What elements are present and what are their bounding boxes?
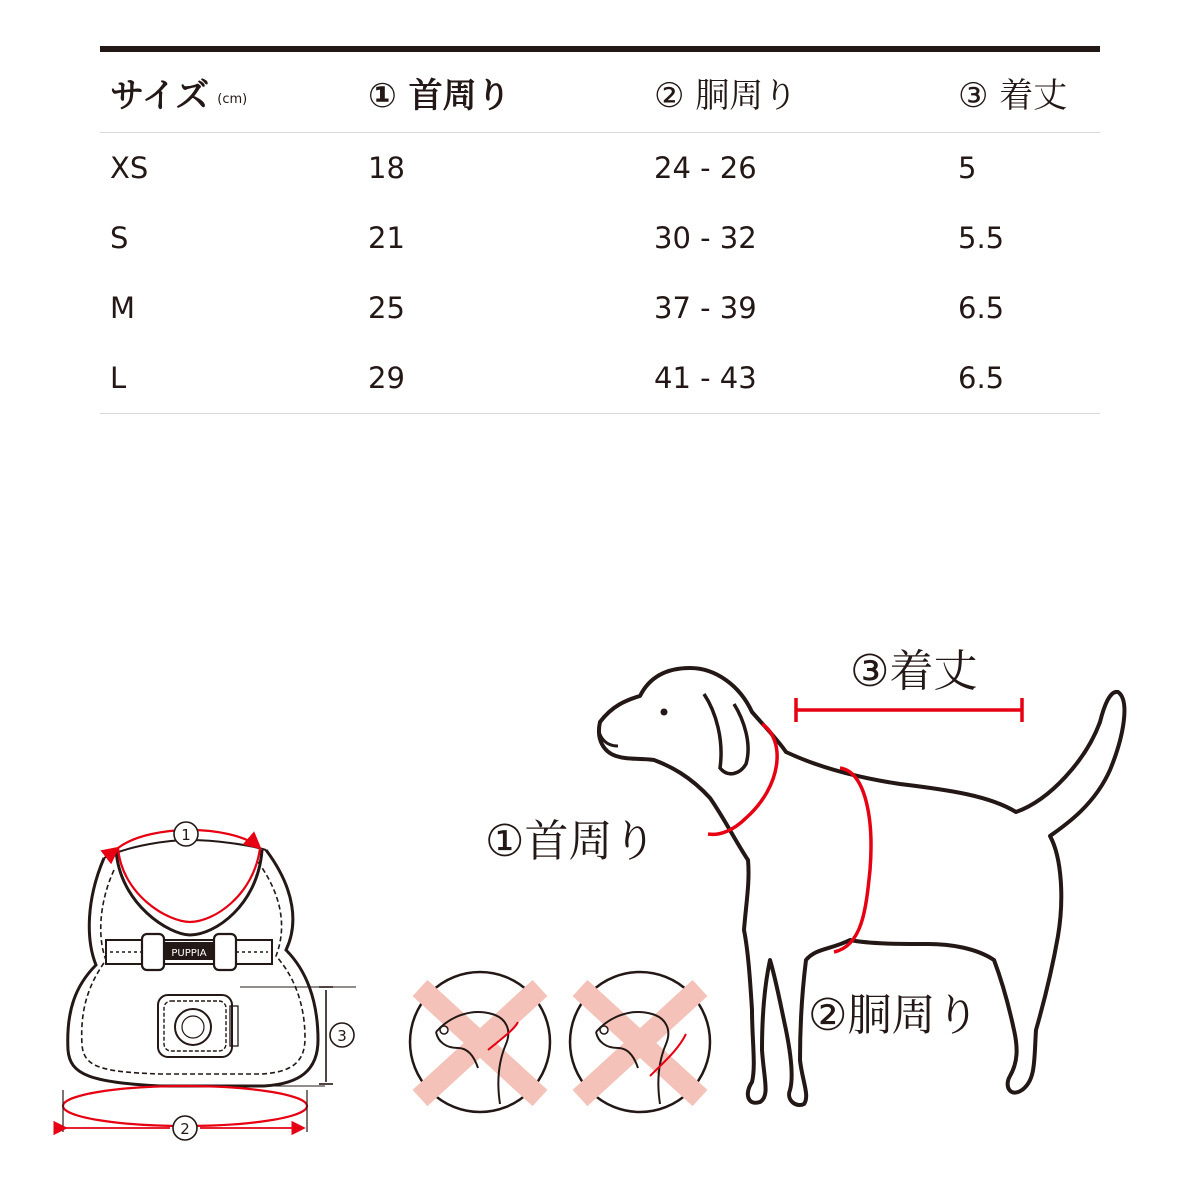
- harness-marker-1-text: 1: [181, 826, 191, 844]
- incorrect-example-1: [410, 972, 550, 1112]
- cell-chest: 41 - 43: [654, 361, 757, 395]
- cell-chest: 30 - 32: [654, 221, 757, 255]
- cell-neck: 18: [368, 151, 405, 185]
- cell-size: L: [110, 361, 127, 395]
- cell-neck: 29: [368, 361, 405, 395]
- harness-logo-patch: [175, 1009, 211, 1045]
- header-length: ③ 着丈: [958, 75, 1068, 116]
- header-neck: ① 首周り: [368, 75, 511, 116]
- harness-marker-2-text: 2: [180, 1120, 190, 1138]
- harness-marker-3-text: 3: [337, 1027, 347, 1045]
- harness-illustration: [63, 822, 356, 1140]
- cell-size: M: [110, 291, 136, 325]
- header-chest: ② 胴周り: [654, 75, 798, 116]
- cell-chest: 37 - 39: [654, 291, 757, 325]
- header-size-label: サイズ: [110, 75, 210, 116]
- cell-chest: 24 - 26: [654, 151, 757, 185]
- cell-size: S: [110, 221, 129, 255]
- dog-label-chest: ②胴周り: [808, 990, 980, 1041]
- cell-neck: 25: [368, 291, 405, 325]
- incorrect-example-2: [570, 972, 710, 1112]
- harness-brand-label: PUPPIA: [171, 948, 207, 959]
- cell-length: 5: [958, 151, 977, 185]
- cell-length: 5.5: [958, 221, 1005, 255]
- cell-length: 6.5: [958, 361, 1005, 395]
- cell-length: 6.5: [958, 291, 1005, 325]
- dog-label-length: ③着丈: [850, 646, 978, 697]
- dog-label-neck: ①首周り: [485, 816, 657, 867]
- cell-size: XS: [110, 151, 149, 185]
- header-unit: (cm): [217, 91, 248, 107]
- cell-neck: 21: [368, 221, 405, 255]
